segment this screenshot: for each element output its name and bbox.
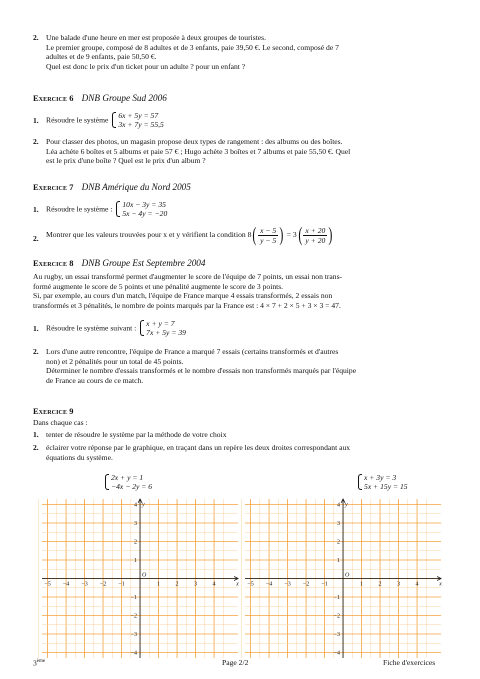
equation-line: 7x + 5y = 39 [146,328,186,338]
fraction-numerator: x + 20 [305,225,326,235]
ex8-item-2 [33,347,453,385]
footer-page-number: Page 2/2 [222,658,249,667]
item-number: 2. [33,443,39,452]
origin-label: O [345,572,350,579]
x-tick-label: −4 [62,581,70,588]
fraction [258,226,278,245]
x-tick-label: 2 [378,581,382,588]
item-number: 2. [33,137,39,146]
item-text: Montrer que les valeurs trouvées pour x et y vérifient la condition 8 [46,230,252,240]
ex7-item-1 [33,200,453,218]
item-text: Résoudre le système [46,115,109,125]
equation-system [140,319,186,337]
equation-line: −4x − 2y = 6 [111,482,153,492]
x-axis-label: x [439,581,442,588]
footer-document-title: Fiche d'exercices [383,658,436,667]
item-number: 1. [33,430,39,439]
y-tick-label: 2 [134,539,138,546]
y-tick-label: 2 [337,539,341,546]
text-line: Au rugby, un essai transformé permet d'augmenter le score de l'équipe de 7 points, un essai non trans- [33,272,343,281]
text-line: formé augmente le score de 5 points et une pénalité augmente le score de 3 points. [33,281,284,291]
y-tick-label: −4 [130,650,138,657]
equation-line: 5x − 4y = −20 [122,209,168,219]
x-tick-label: −5 [44,581,51,588]
fraction-numerator: x − 5 [260,225,277,235]
x-tick-label: 4 [212,581,216,588]
ex9-intro: Dans chaque cas : [33,418,88,427]
text-line: adultes et de 9 enfants, paie 50,50 €. [46,52,157,62]
left-graph-system [105,473,152,491]
equals-text: = 3 [286,230,297,240]
exercise-7-title [33,183,191,193]
item-text: tenter de résoudre le système par la méthode de votre choix [46,430,227,439]
y-tick-label: −3 [130,632,138,638]
x-tick-label: −5 [247,581,254,588]
equation-line: 5x + 15y = 15 [364,482,408,492]
equation-line: 10x − 3y = 35 [122,200,166,209]
equation-system [112,111,163,129]
exercise-label: Exercice 7 [33,183,74,192]
item-number: 1. [33,116,39,125]
text-line: Lors d'une autre rencontre, l'équipe de France a marqué 7 essais (certains transformés et d'autres [46,347,339,356]
x-tick-label: −2 [99,581,107,588]
y-tick-label: 3 [337,521,341,527]
text-line: de France au cours de ce match. [46,375,144,385]
item-text: Résoudre le système : [46,204,113,214]
y-tick-label: −1 [333,595,341,601]
y-tick-label: 4 [134,502,138,509]
equation-line: x + y = 7 [146,319,175,328]
text-line: Léa achète 6 boîtes et 5 albums et paie 57 € ; Hugo achète 3 boîtes et 7 albums et paie 55,50 €. Quel [46,146,351,156]
item-number: 2. [33,347,39,356]
exercise-source: DNB Amérique du Nord 2005 [81,182,191,192]
x-tick-label: 3 [397,581,401,588]
y-tick-label: 3 [134,521,138,527]
text-line: est le prix d'une boîte ? Quel est le prix d'un album ? [46,156,206,166]
footer-level: 3ème [33,658,46,668]
y-axis-label: y [142,501,145,508]
text-line: équations du système. [46,452,113,462]
fraction-denominator: y + 20 [305,235,326,245]
x-tick-label: −1 [321,581,328,588]
text-line: Quel est donc le prix d'un ticket pour un adulte ? pour un enfant ? [46,61,246,71]
exercise-label: Exercice 8 [33,259,74,268]
x-tick-label: −1 [118,581,125,588]
fraction [303,226,327,245]
x-tick-label: 3 [194,581,198,588]
text-line: non) et 2 pénalités pour un total de 45 points. [46,356,184,366]
y-tick-label: −1 [130,595,138,601]
item-number: 2. [33,234,39,243]
ex9-item-2 [33,443,453,462]
exercise-6-title [33,94,167,104]
left-coordinate-grid [33,496,239,661]
text-line: Déterminer le nombre d'essais transformés et le nombre d'essais non transformés marqués par l'équipe [46,366,357,376]
ex8-item-1 [33,319,453,337]
ex7-item-2: 2. Montrer que les valeurs trouvées pour x et y vérifient la condition 8( $\frac{x - 5}{y - 5}$ ) = 3( $\frac{x + 20}{y + 20}$ ) [33,224,333,246]
ex8-intro [33,272,453,310]
equation-line: 2x + y = 1 [111,473,144,482]
y-tick-label: −3 [333,632,341,638]
y-tick-label: 1 [337,558,341,564]
x-tick-label: −2 [302,581,310,588]
y-tick-label: 4 [337,502,341,509]
y-axis-label: y [345,501,348,508]
item-number: 1. [33,324,39,333]
x-axis-label: x [236,581,239,588]
x-tick-label: 1 [157,581,161,588]
equation-line: 6x + 5y = 57 [118,111,159,120]
y-tick-label: −2 [333,613,341,620]
x-tick-label: −3 [81,581,88,588]
text-line: Le premier groupe, composé de 8 adultes et de 3 enfants, paie 39,50 €. Le second, composé de 7 [46,42,339,52]
exercise-label: Exercice 6 [33,94,74,103]
ex5-item-2 [33,33,453,71]
origin-label: O [142,572,147,579]
equation-line: x + 3y = 3 [364,473,397,482]
ex9-item-1 [33,430,453,440]
exercise-9-title [33,407,74,417]
exercise-8-title [33,259,205,269]
right-coordinate-grid [236,496,442,661]
equation-system [116,200,167,218]
x-tick-label: 4 [415,581,419,588]
item-number: 1. [33,205,39,214]
text-line: Pour classer des photos, un magasin propose deux types de rangement : des albums ou des boîtes. [46,137,343,146]
text-line: éclairer votre réponse par le graphique, en traçant dans un repère les deux droites correspondant aux [46,443,351,452]
text-line: Si, par exemple, au cours d'un match, l'équipe de France marque 4 essais transformés, 2 essais non [33,291,333,301]
fraction-denominator: y − 5 [260,235,277,245]
right-graph-system [358,473,408,491]
text-line: transformés et 3 pénalités, le nombre de points marqués par la France est : 4 × 7 + 2 × 5 + 3 × 3 = 47. [33,300,341,310]
y-tick-label: 1 [134,558,138,564]
item-number: 2. [33,33,39,42]
y-tick-label: −4 [333,650,341,657]
x-tick-label: 2 [175,581,179,588]
ex6-item-2 [33,137,453,166]
x-tick-label: −3 [284,581,291,588]
equation-line: 3x + 7y = 55,5 [118,120,164,130]
item-text: Résoudre le système suivant : [46,323,137,333]
text-line: Une balade d'une heure en mer est proposée à deux groupes de touristes. [46,33,267,42]
exercise-label: Exercice 9 [33,407,74,416]
exercise-source: DNB Groupe Sud 2006 [81,93,167,103]
ex6-item-1 [33,111,453,129]
y-tick-label: −2 [130,613,138,620]
exercise-source: DNB Groupe Est Septembre 2004 [81,258,206,268]
x-tick-label: 1 [360,581,364,588]
x-tick-label: −4 [265,581,273,588]
